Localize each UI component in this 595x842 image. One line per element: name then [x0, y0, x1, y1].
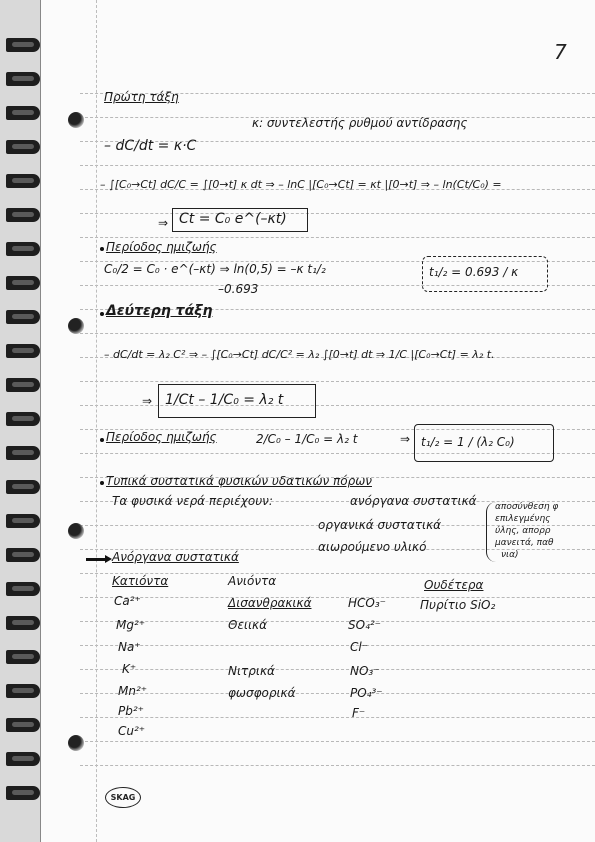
skag-stamp: SKAG: [105, 787, 141, 808]
cation-k: K⁺: [122, 662, 137, 676]
cation-pb: Pb²⁺: [118, 704, 144, 718]
cation-na: Na⁺: [118, 640, 141, 654]
natural-waters-title: Τυπικά συστατικά φυσικών υδατικών πόρων: [106, 474, 372, 488]
cation-mg: Mg²⁺: [116, 618, 146, 632]
category-suspended: αιωρούμενο υλικό: [318, 540, 427, 554]
category-organic: οργανικά συστατικά: [318, 518, 442, 532]
half-life-result-2: t₁/₂ = 1 / (λ₂ C₀): [421, 435, 515, 449]
anion-no3: NO₃⁻: [350, 664, 380, 678]
header-cations: Κατιόντα: [112, 574, 169, 588]
arrow-marker: [86, 558, 106, 561]
anion-cl: Cl⁻: [350, 640, 369, 654]
half-life-result-1: t₁/₂ = 0.693 / κ: [429, 265, 519, 279]
notebook-page: 7 Πρώτη τάξη κ: συντελεστής ρυθμού αντίδρασης – dC/dt = κ·C – ∫[C₀→Ct] dC/C = ∫[0→t] κ dt ⇒ – lnC |[C₀→Ct] = κt |[0→t] ⇒ – ln(Ct/C₀) = ⇒ Ct = C₀ e^(–κt) Περίοδος ημιζωής C₀/2 = C₀ · e^(–κt) ⇒ ln(0,5) = –κ t₁/₂ –0.693 t₁/₂ = 0.693 / κ Δεύτερη τάξη – dC/dt = λ₂ C² ⇒ – ∫[C₀→Ct] dC/C² = λ₂ ∫[0→t] dt ⇒ 1/C |[C₀→Ct] = λ₂ t. ⇒ 1/Ct – 1/C₀ = λ₂ t Περίοδος ημιζωής 2/C₀ – 1/C₀ = λ₂ t ⇒ t₁/₂ = 1 / (λ₂ C₀) Τυπικά συστατικά φυσικών υδατικών πόρων Τα φυσικά νερά περιέχουν: ανόργανα συστατικά οργανικά συστατικά αιωρούμενο υλικό αποσύνθεση φ επιλεγμένης ύλης, απορρ μανειτά, παθ νια) Ανόργανα συστατικά Κατιόντα Ανιόντα Ουδέτερα Ca²⁺ Mg²⁺ Na⁺ K⁺ Mn²⁺ Pb²⁺ Cu²⁺ Δισανθρακικά Θειικά Νιτρικά φωσφορικά HCO₃⁻ SO₄²⁻ Cl⁻ NO₃⁻ PO₄³⁻ F⁻ Πυρίτιο SiO₂ SKAG: [0, 0, 595, 842]
anion-so4: SO₄²⁻: [348, 618, 382, 632]
half-life-title-1: Περίοδος ημιζωής: [106, 240, 217, 254]
anion-name-bicarbonate: Δισανθρακικά: [228, 596, 312, 610]
natural-waters-intro: Τα φυσικά νερά περιέχουν:: [112, 494, 273, 508]
half-life-sub-1: –0.693: [218, 282, 259, 296]
category-inorganic: ανόργανα συστατικά: [350, 494, 477, 508]
cation-cu: Cu²⁺: [118, 724, 146, 738]
header-neutral: Ουδέτερα: [424, 578, 484, 592]
half-life-result-box-2: [414, 424, 554, 462]
header-anions: Ανιόντα: [228, 574, 277, 588]
anion-f: F⁻: [352, 706, 366, 720]
half-life-title-2: Περίοδος ημιζωής: [106, 430, 217, 444]
k-definition: κ: συντελεστής ρυθμού αντίδρασης: [252, 116, 468, 130]
half-life-eq-1: C₀/2 = C₀ · e^(–κt) ⇒ ln(0,5) = –κ t₁/₂: [104, 262, 326, 276]
second-order-title: Δεύτερη τάξη: [106, 303, 213, 319]
first-order-result-box: [172, 208, 308, 232]
anion-po4: PO₄³⁻: [350, 686, 383, 700]
inorganic-title: Ανόργανα συστατικά: [112, 550, 239, 564]
half-life-eq-2: 2/C₀ – 1/C₀ = λ₂ t: [256, 432, 358, 446]
margin-line: [96, 0, 97, 842]
anion-name-phosphate: φωσφορικά: [228, 686, 296, 700]
second-order-result: 1/Ct – 1/C₀ = λ₂ t: [165, 392, 284, 408]
neutral-silica: Πυρίτιο SiO₂: [420, 598, 496, 612]
punch-hole: [68, 523, 84, 539]
anion-name-nitrate: Νιτρικά: [228, 664, 275, 678]
first-order-title: Πρώτη τάξη: [104, 90, 179, 104]
anion-name-sulfate: Θειικά: [228, 618, 268, 632]
half-life-result-box-1: [422, 256, 548, 292]
first-order-rate: – dC/dt = κ·C: [104, 138, 197, 154]
second-order-result-box: [158, 384, 316, 418]
punch-hole: [68, 318, 84, 334]
side-note: αποσύνθεση φ επιλεγμένης ύλης, απορρ μανειτά, παθ νια): [495, 502, 559, 560]
anion-hco3: HCO₃⁻: [348, 596, 386, 610]
first-order-integral: – ∫[C₀→Ct] dC/C = ∫[0→t] κ dt ⇒ – lnC |[C₀→Ct] = κt |[0→t] ⇒ – ln(Ct/C₀) =: [100, 178, 502, 191]
punch-hole: [68, 112, 84, 128]
punch-hole: [68, 735, 84, 751]
cation-ca: Ca²⁺: [114, 594, 141, 608]
first-order-result: Ct = C₀ e^(–κt): [179, 211, 287, 227]
second-order-rate: – dC/dt = λ₂ C² ⇒ – ∫[C₀→Ct] dC/C² = λ₂ ∫[0→t] dt ⇒ 1/C |[C₀→Ct] = λ₂ t.: [104, 348, 495, 361]
cation-mn: Mn²⁺: [118, 684, 148, 698]
binder-strip: [0, 0, 41, 842]
page-number: 7: [554, 40, 567, 64]
